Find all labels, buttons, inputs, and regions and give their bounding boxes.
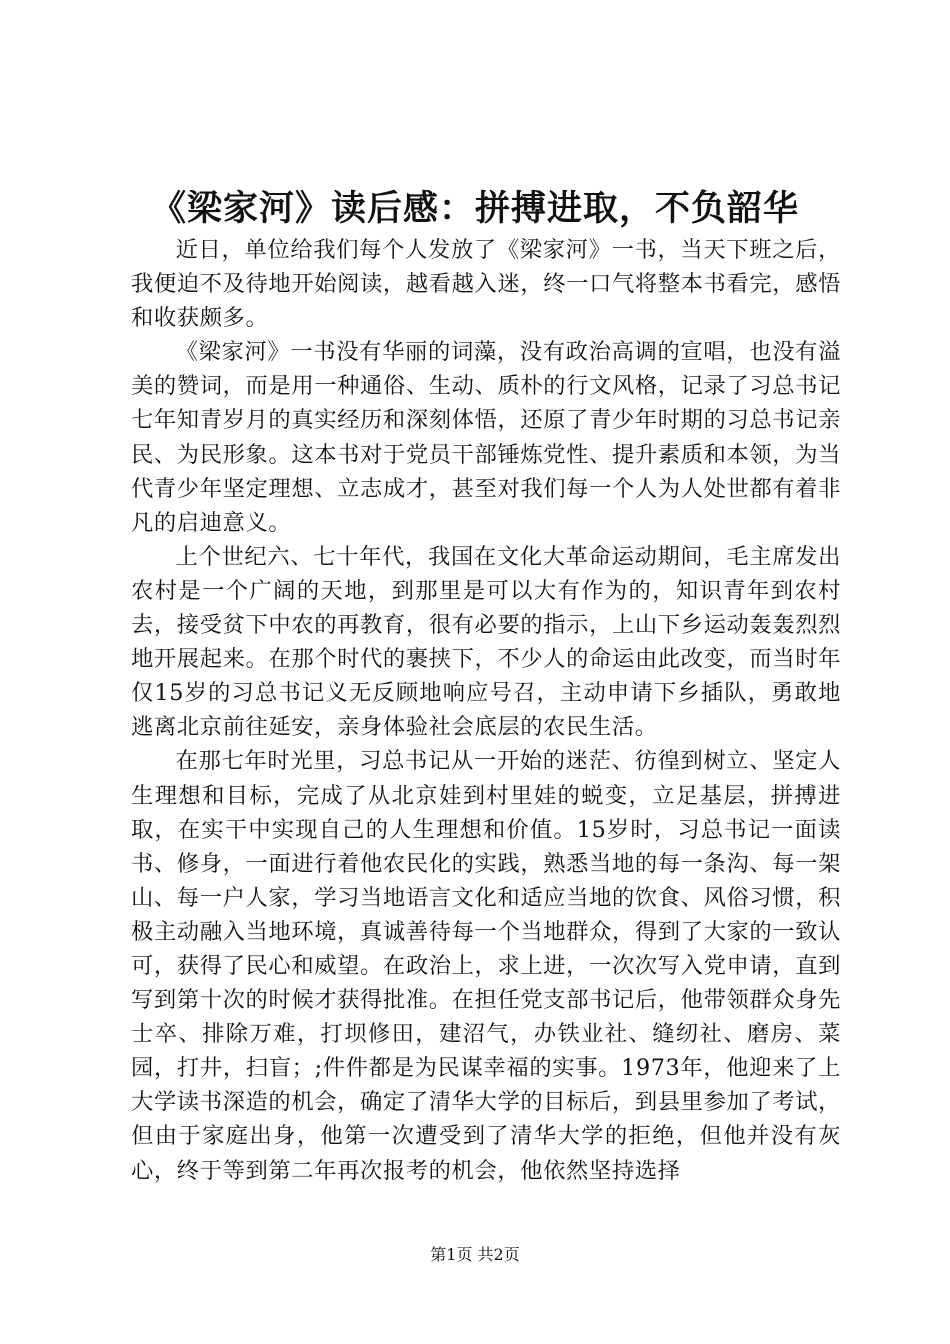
document-title: 《梁家河》读后感：拼搏进取，不负韶华 [150,189,799,229]
document-body [131,233,841,1188]
paragraph-4: 在那七年时光里，习总书记从一开始的迷茫、彷徨到树立、坚定人生理想和目标，完成了从北京娃到村里娃的蜕变，立足基层，拼搏进取，在实干中实现自己的人生理想和价值。15岁时，习总书记一面读书、修身，一面进行着他农民化的实践，熟悉当地的每一条沟、每一架山、每一户人家，学习当地语言文化和适应当地的饮食、风俗习惯，积极主动融入当地环境，真诚善待每一个当地群众，得到了大家的一致认可，获得了民心和威望。在政治上，求上进，一次次写入党申请，直到写到第十次的时候才获得批准。在担任党支部书记后，他带领群众身先士卒、排除万难，打坝修田，建沼气，办铁业社、缝纫社、磨房、菜园，打井，扫盲；;件件都是为民谋幸福的实事。1973年，他迎来了上大学读书深造的机会，确定了清华大学的目标后，到县里参加了考试，但由于家庭出身，他第一次遭受到了清华大学的拒绝，但他并没有灰心，终于等到第二年再次报考的机会，他依然坚持选择 [131,748,841,1184]
paragraph-1: 近日，单位给我们每个人发放了《梁家河》一书，当天下班之后，我便迫不及待地开始阅读，越看越入迷，终一口气将整本书看完，感悟和收获颇多。 [131,237,841,332]
page-footer: 第1页 共2页 [430,1245,520,1264]
paragraph-2: 《梁家河》一书没有华丽的词藻，没有政治高调的宣唱，也没有溢美的赞词，而是用一种通俗、生动、质朴的行文风格，记录了习总书记七年知青岁月的真实经历和深刻体悟，还原了青少年时期的习总书记亲民、为民形象。这本书对于党员干部锤炼党性、提升素质和本领，为当代青少年坚定理想、立志成才，甚至对我们每一个人为人处世都有着非凡的启迪意义。 [131,339,841,536]
paragraph-3: 上个世纪六、七十年代，我国在文化大革命运动期间，毛主席发出农村是一个广阔的天地，到那里是可以大有作为的，知识青年到农村去，接受贫下中农的再教育，很有必要的指示，上山下乡运动轰轰烈烈地开展起来。在那个时代的裹挟下，不少人的命运由此改变，而当时年仅15岁的习总书记义无反顾地响应号召，主动申请下乡插队，勇敢地逃离北京前往延安，亲身体验社会底层的农民生活。 [131,543,841,741]
